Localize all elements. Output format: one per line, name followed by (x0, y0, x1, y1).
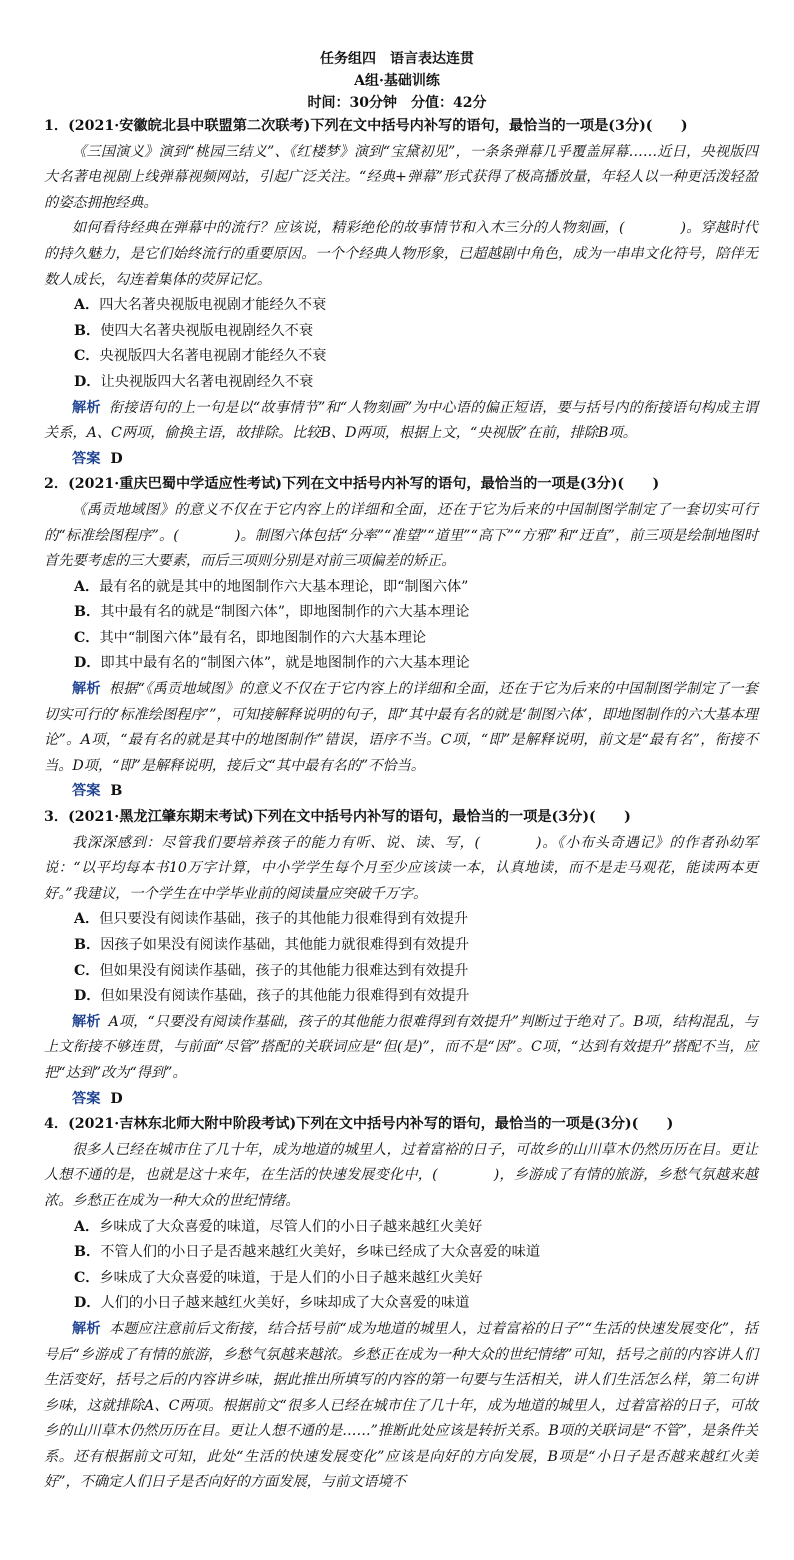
time-score-meta: 时间：30分钟 分值：42分 (307, 95, 487, 111)
option-text: 最有名的就是其中的地图制作六大基本理论，即“制图六体” (99, 578, 469, 595)
passage-text: )。《小布头奇遇记》的作者孙幼军说：“以平均每本书10万字计算，中小学学生每个月至少应该读一本，认真地读，而不是走马观花，能读两本更好。”我建议，一个学生在中学毕业前的阅读量应突破千万字。 (44, 834, 758, 902)
option-text: 四大名著央视版电视剧才能经久不衰 (99, 297, 327, 314)
option-a (74, 1215, 758, 1241)
answer-label: 答案 (72, 450, 101, 467)
answer-label: 答案 (72, 1090, 101, 1107)
question-1-answer (72, 447, 758, 473)
option-d (74, 370, 758, 396)
option-a (74, 293, 758, 319)
question-1-passage-1: 《三国演义》演到“桃园三结义”、《红楼梦》演到“宝黛初见”，一条条弹幕几乎覆盖屏幕……近日，央视版四大名著电视剧上线弹幕视频网站，引起广泛关注。“经典+弹幕”形式获得了极高播放量，年轻人以一种更活泼轻盈的姿态拥抱经典。 (44, 143, 758, 211)
passage-text: 很多人已经在城市住了几十年，成为地道的城里人，过着富裕的日子，可故乡的山川草木仍然历历在目。更让人想不通的是，也就是这十来年，在生活的快速发展变化中，( (44, 1141, 758, 1184)
option-text: 因孩子如果没有阅读作基础，其他能力就很难得到有效提升 (100, 937, 470, 953)
option-label: C． (74, 1269, 100, 1286)
option-label: B． (74, 604, 101, 621)
question-1-analysis (44, 396, 758, 447)
analysis-label: 解析 (72, 1013, 101, 1030)
option-label: B． (74, 322, 101, 339)
option-b (74, 319, 758, 345)
question-stem: (2021·安徽皖北县中联盟第二次联考)下列在文中括号内补写的语句，最恰当的一项是(3分)( ) (68, 118, 688, 134)
option-label: C． (74, 348, 100, 365)
answer-value: B (110, 783, 123, 800)
option-text: 乡味成了大众喜爱的味道，尽管人们的小日子越来越红火美好 (99, 1218, 483, 1235)
question-2-passage (44, 498, 758, 575)
analysis-text: 衔接语句的上一句是以“故事情节”和“人物刻画”为中心语的偏正短语，要与括号内的衔接语句构成主谓关系，A、C两项，偷换主语，故排除。比较B、D两项，根据上文，“央视版”在前，排除B项。 (44, 399, 758, 442)
answer-label: 答案 (72, 783, 101, 800)
question-number: 4． (44, 1116, 69, 1133)
option-text: 不管人们的小日子是否越来越红火美好，乡味已经成了大众喜爱的味道 (100, 1244, 541, 1261)
question-4-stem (44, 1112, 758, 1138)
passage-text: 我深深感到：尽管我们要培养孩子的能力有听、说、读、写，( (72, 834, 480, 851)
question-number: 1． (44, 118, 69, 134)
option-d (74, 1291, 758, 1317)
option-text: 央视版四大名著电视剧才能经久不衰 (99, 348, 327, 365)
question-1-stem (44, 114, 758, 140)
question-2-stem (44, 472, 758, 498)
question-2-analysis (44, 677, 758, 779)
option-label: A． (74, 297, 100, 314)
option-c (74, 626, 758, 652)
option-a (74, 575, 758, 601)
question-stem: (2021·重庆巴蜀中学适应性考试)下列在文中括号内补写的语句，最恰当的一项是(3分)( ) (68, 476, 660, 493)
option-a (74, 907, 758, 933)
passage-text: 《禹贡地域图》的意义不仅在于它内容上的详细和全面，还在于它为后来的中国制图学制定了一套切实可行的“标准绘图程序”。( (44, 501, 758, 544)
option-c (74, 1266, 758, 1292)
option-label: C． (74, 962, 100, 979)
answer-value: D (110, 450, 123, 467)
option-label: A． (74, 1218, 100, 1235)
question-stem: (2021·吉林东北师大附中阶段考试)下列在文中括号内补写的语句，最恰当的一项是(3分)( ) (68, 1116, 674, 1133)
option-d (74, 651, 758, 677)
option-b (74, 933, 758, 959)
analysis-label: 解析 (72, 1320, 101, 1337)
option-c (74, 344, 758, 370)
option-text: 但如果没有阅读作基础，孩子的其他能力很难得到有效提升 (100, 988, 470, 1005)
question-4-analysis (44, 1317, 758, 1496)
option-d (74, 984, 758, 1010)
passage-text: )，乡游成了有情的旅游，乡愁气氛越来越浓。乡愁正在成为一种大众的世纪情绪。 (44, 1167, 758, 1209)
page-title: 任务组四 语言表达连贯 (320, 51, 474, 67)
option-text: 让央视版四大名著电视剧经久不衰 (100, 373, 314, 390)
option-text: 人们的小日子越来越红火美好，乡味却成了大众喜爱的味道 (100, 1295, 470, 1312)
option-c (74, 959, 758, 985)
analysis-text: 本题应注意前后文衔接，结合括号前“成为地道的城里人，过着富裕的日子”“生活的快速发展变化”，括号后“乡游成了有情的旅游，乡愁气氛越来越浓。乡愁正在成为一种大众的世纪情绪”可知，括号之前的内容讲人们生活变好，括号之后的内容讲乡味，据此推出所填写的内容的第一句要与生活相关，讲人们生活怎么样，第二句讲乡味，这就排除A、C两项。根据前文“很多人已经在城市住了几十年，成为地道的城里人，过着富裕的日子，可故乡的山川草木仍然历历在目。更让人想不通的是……”推断此处应该是转折关系。B项的关联词是“不管”，是条件关系。还有根据前文可知，此处“生活的快速发展变化”应该是向好的方向发展，B项是“小日子是否越来越红火美好”，不确定人们日子是否向好的方面发展，与前文语境不 (44, 1320, 758, 1491)
passage-text: )。制图六体包括“分率”“准望”“道里”“高下”“方邪”和“迂直”，前三项是绘制地图时首先要考虑的三大要素，而后三项则分别是对前三项偏差的矫正。 (44, 527, 759, 570)
question-2-answer (72, 779, 758, 805)
option-text: 即其中最有名的“制图六体”，就是地图制作的六大基本理论 (100, 655, 470, 672)
option-label: D． (74, 1295, 101, 1312)
option-text: 其中最有名的就是“制图六体”，即地图制作的六大基本理论 (100, 604, 470, 621)
question-3-analysis (44, 1010, 758, 1087)
question-3-answer (72, 1087, 758, 1113)
analysis-label: 解析 (72, 681, 101, 698)
analysis-text: A项，“只要没有阅读作基础，孩子的其他能力很难得到有效提升”判断过于绝对了。B项，结构混乱，与上文衔接不够连贯，与前面“尽管”搭配的关联词应是“但(是)”，而不是“因”。C项，“达到有效提升”搭配不当，应把“达到”改为“得到”。 (44, 1013, 758, 1081)
passage-text: 如何看待经典在弹幕中的流行？应该说，精彩绝伦的故事情节和入木三分的人物刻画，( (72, 220, 625, 237)
option-text: 但只要没有阅读作基础，孩子的其他能力很难得到有效提升 (99, 911, 469, 928)
question-4-passage (44, 1138, 758, 1215)
option-label: A． (74, 911, 100, 928)
answer-value: D (110, 1090, 123, 1107)
question-stem: (2021·黑龙江肇东期末考试)下列在文中括号内补写的语句，最恰当的一项是(3分)( ) (68, 809, 631, 826)
analysis-label: 解析 (72, 399, 101, 416)
option-b (74, 1240, 758, 1266)
question-1-passage-2 (44, 216, 758, 293)
option-text: 乡味成了大众喜爱的味道，于是人们的小日子越来越红火美好 (99, 1269, 483, 1286)
analysis-text: 根据“《禹贡地域图》的意义不仅在于它内容上的详细和全面，还在于它为后来的中国制图学制定了一套切实可行的‘标准绘图程序’”，可知接解释说明的句子，即“其中最有名的就是‘制图六体’，即地图制作的六大基本理论”。A项，“最有名的就是其中的地图制作”错误，语序不当。C项，“即”是解释说明，前文是“最有名”，衔接不当。D项，“即”是解释说明，接后文“其中最有名的”不恰当。 (44, 681, 758, 774)
option-text: 其中“制图六体”最有名，即地图制作的六大基本理论 (99, 629, 427, 646)
question-3-passage (44, 831, 758, 908)
option-text: 使四大名著央视版电视剧经久不衰 (100, 322, 314, 339)
option-label: D． (74, 988, 101, 1005)
option-b (74, 600, 758, 626)
option-label: C． (74, 629, 100, 646)
option-label: B． (74, 1244, 101, 1261)
option-text: 但如果没有阅读作基础，孩子的其他能力很难达到有效提升 (99, 962, 469, 979)
option-label: B． (74, 937, 101, 953)
option-label: A． (74, 578, 100, 595)
section-subtitle: A组·基础训练 (354, 73, 440, 89)
option-label: D． (74, 655, 101, 672)
question-number: 2． (44, 476, 69, 493)
question-number: 3． (44, 809, 69, 826)
question-3-stem (44, 805, 758, 831)
passage-text: )。穿越时代的持久魅力，是它们始终流行的重要原因。一个个经典人物形象，已超越剧中角色，成为一串串文化符号，陪伴无数人成长，勾连着集体的荧屏记忆。 (44, 220, 758, 288)
option-label: D． (74, 373, 101, 390)
